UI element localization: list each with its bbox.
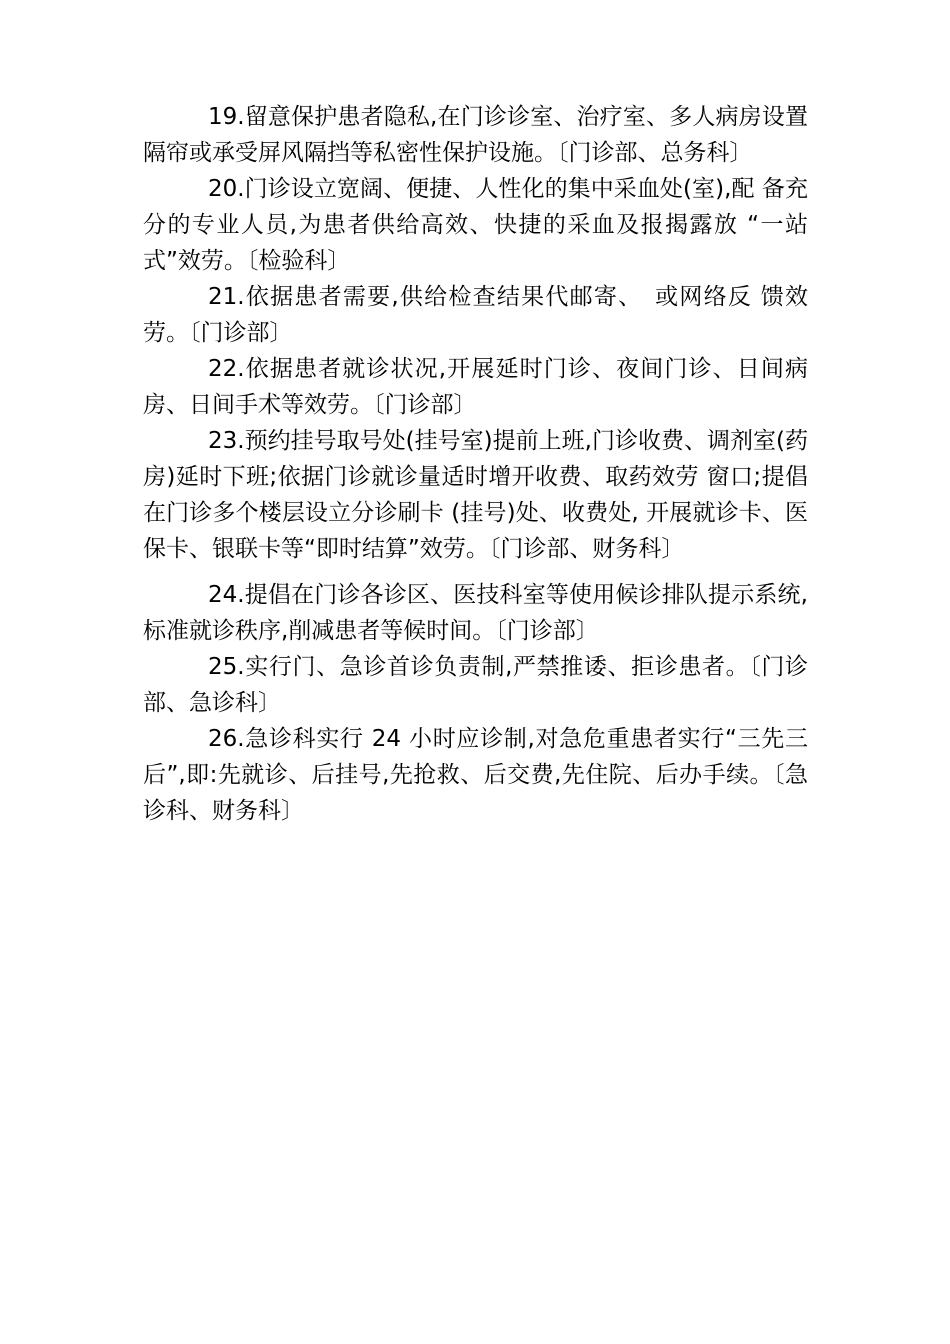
document-body <box>143 99 808 829</box>
paragraph-22: 22.依据患者就诊状况,开展延时门诊、夜间门诊、日间病房、日间手术等效劳。〔门诊部〕 <box>143 356 808 418</box>
paragraph-23: 23.预约挂号取号处(挂号室)提前上班,门诊收费、调剂室(药房)延时下班;依据门诊就诊量适时增开收费、取药效劳 窗口;提倡在门诊多个楼层设立分诊刷卡 (挂号)处、收费处, 开展就诊卡、医保卡、银联卡等“即时结算”效劳。〔门诊部、财务科〕 <box>143 428 808 562</box>
paragraph-25: 25.实行门、急诊首诊负责制,严禁推诿、拒诊患者。〔门诊部、急诊科〕 <box>143 654 808 716</box>
paragraph-20: 20.门诊设立宽阔、便捷、人性化的集中采血处(室),配 备充分的专业人员,为患者供给高效、快捷的采血及报揭露放 “一站式”效劳。〔检验科〕 <box>143 176 808 274</box>
paragraph-24: 24.提倡在门诊各诊区、医技科室等使用候诊排队提示系统,标准就诊秩序,削减患者等候时间。〔门诊部〕 <box>143 582 808 644</box>
paragraph-21: 21.依据患者需要,供给检查结果代邮寄、 或网络反 馈效劳。〔门诊部〕 <box>143 284 808 346</box>
paragraph-19: 19.留意保护患者隐私,在门诊诊室、治疗室、多人病房设置隔帘或承受屏风隔挡等私密性保护设施。〔门诊部、总务科〕 <box>143 104 808 166</box>
paragraph-26: 26.急诊科实行 24 小时应诊制,对急危重患者实行“三先三后”,即:先就诊、后挂号,先抢救、后交费,先住院、后办手续。〔急诊科、财务科〕 <box>143 726 808 824</box>
